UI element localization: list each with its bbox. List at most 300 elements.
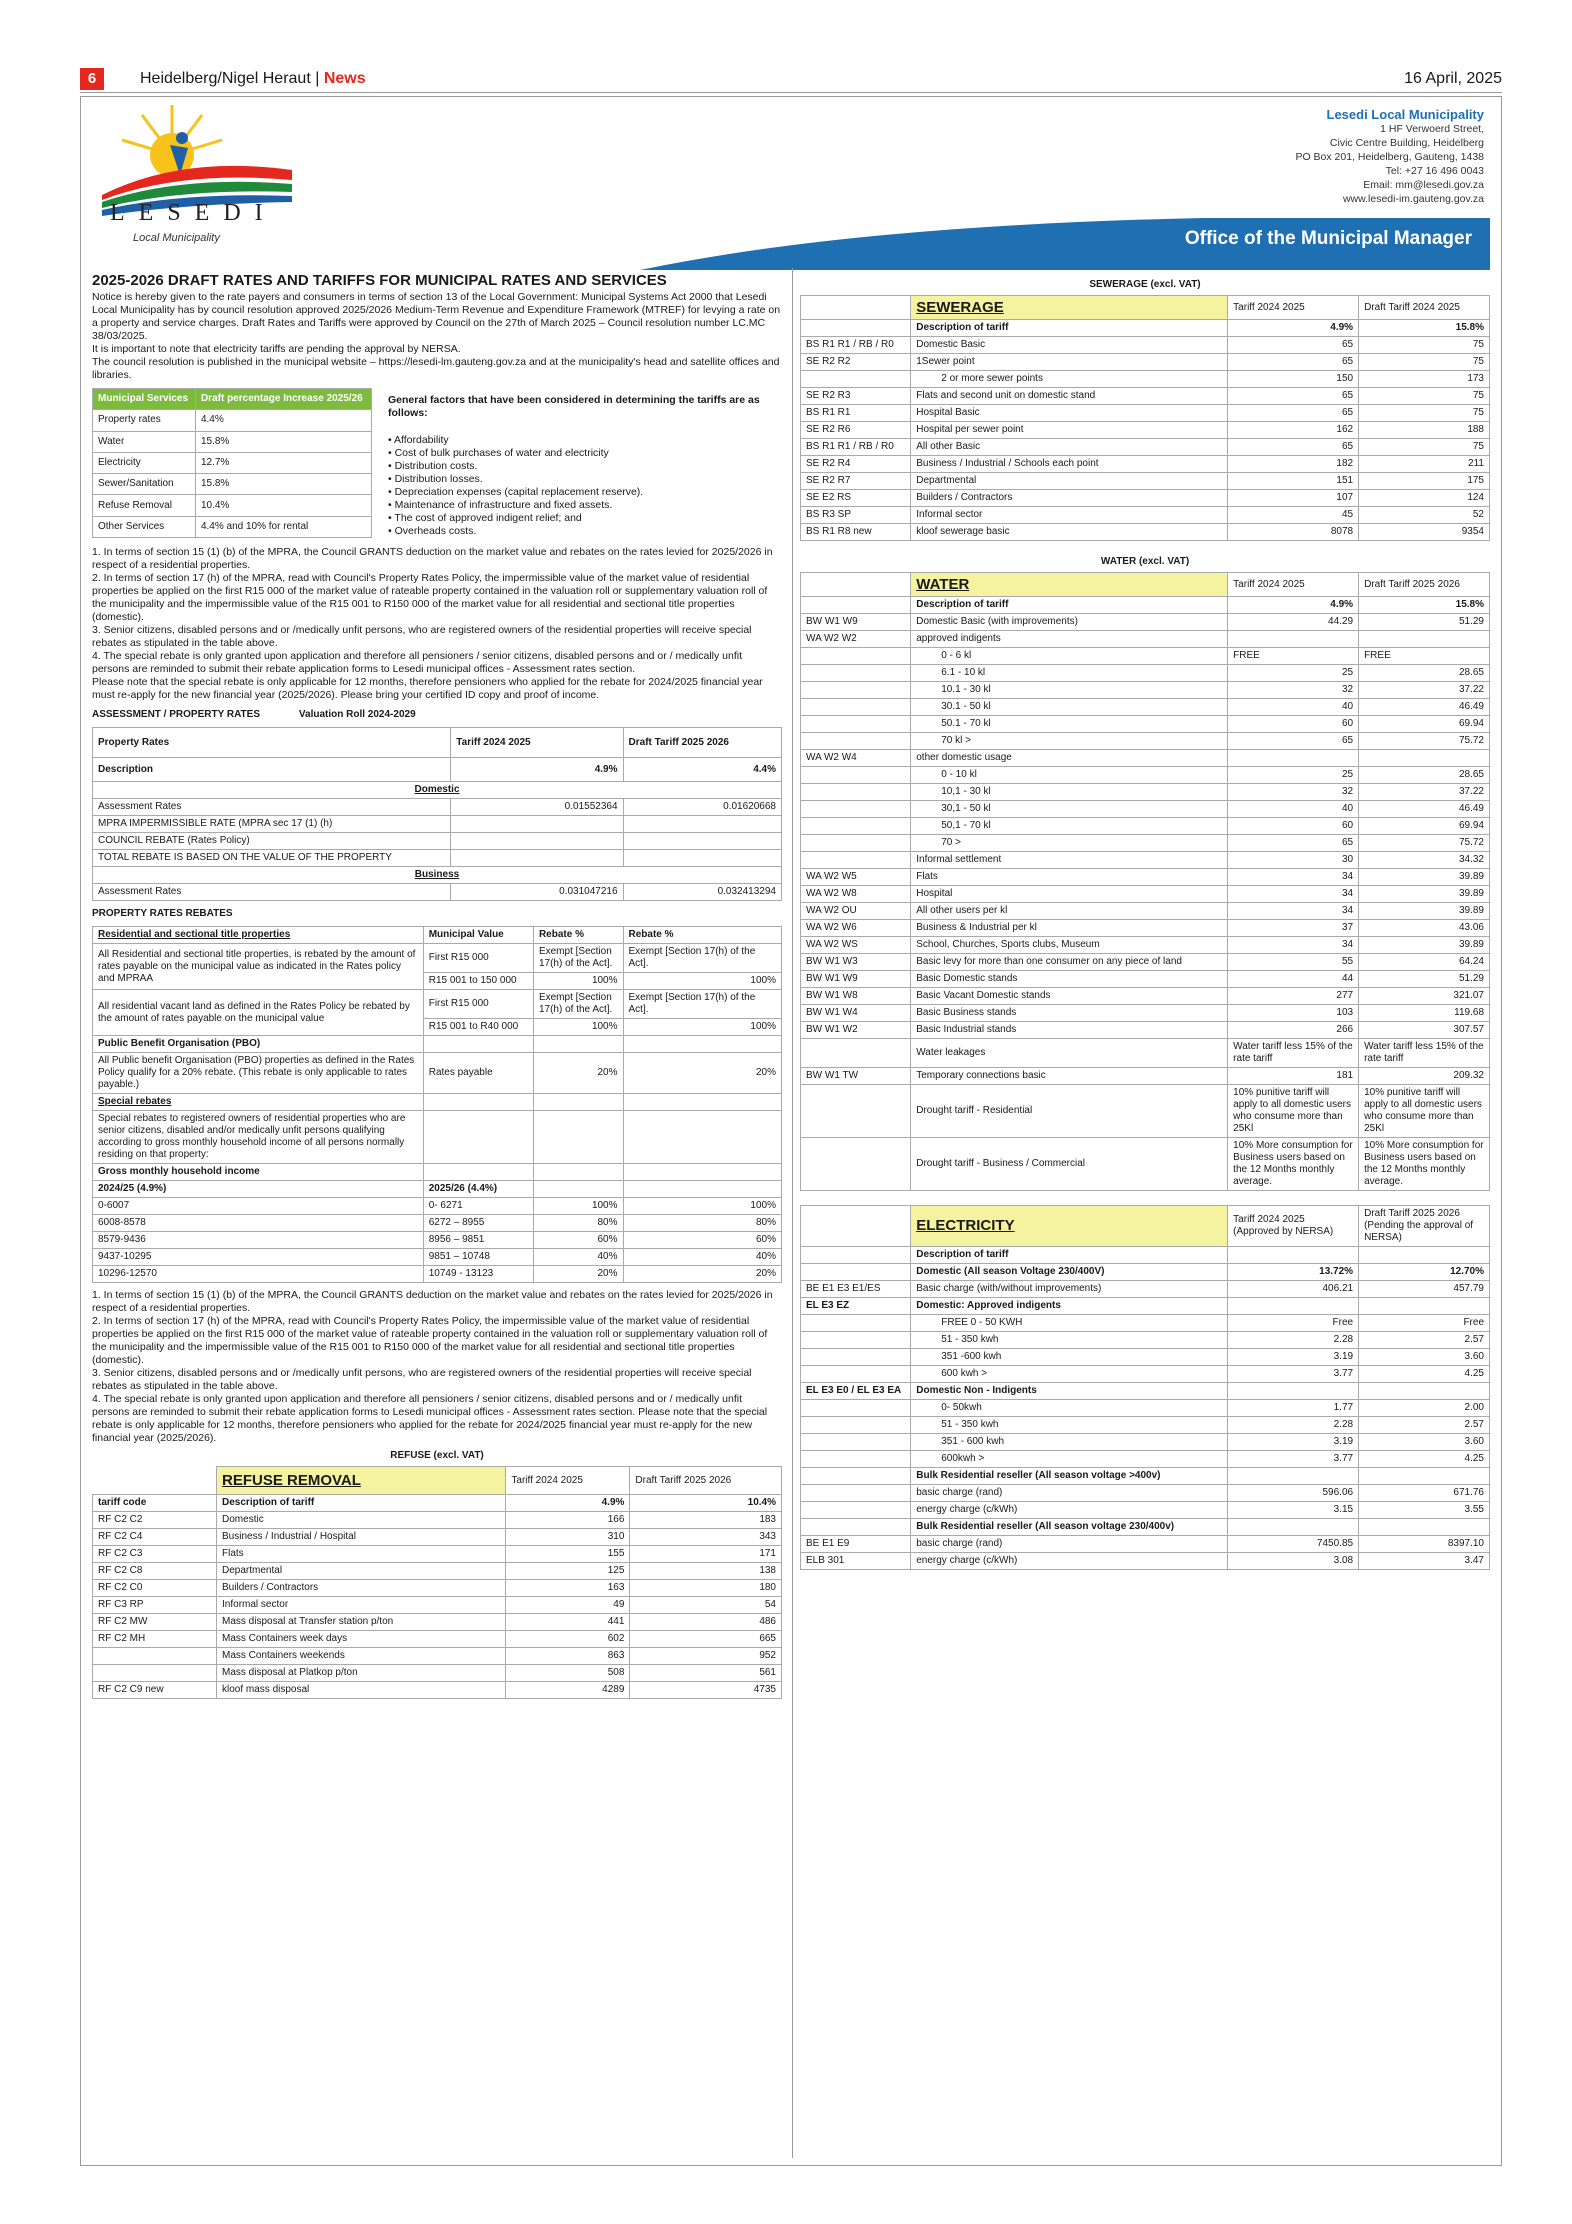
tariff-desc: 0- 50kwh: [911, 1400, 1228, 1417]
table-row: [801, 1281, 1490, 1298]
rebate-cell: Exempt [Section 17(h) of the Act].: [623, 944, 781, 973]
income-band: 9851 – 10748: [423, 1249, 533, 1266]
rebate-cell: 80%: [623, 1215, 781, 1232]
table-row: [93, 1631, 782, 1648]
tariff-current: FREE: [1228, 648, 1359, 665]
tariff-desc: Mass Containers weekends: [217, 1648, 506, 1665]
tariff-current: 277: [1228, 988, 1359, 1005]
tariff-draft: 2.00: [1359, 1400, 1490, 1417]
address-line: Tel: +27 16 496 0043: [1385, 165, 1484, 177]
tariff-current: 10% punitive tariff will apply to all domestic users who consume more than 25Kl: [1228, 1085, 1359, 1138]
tariff-code: [801, 1085, 911, 1138]
address-block: [1295, 108, 1484, 206]
rebate-cell: 20%: [623, 1266, 781, 1283]
tariff-desc: Hospital per sewer point: [911, 422, 1228, 439]
table-row: [801, 439, 1490, 456]
tariff-code: SE R2 R7: [801, 473, 911, 490]
table-row: [801, 456, 1490, 473]
desc-header: Description of tariff: [911, 320, 1228, 337]
rate-value: 0.01552364: [451, 799, 623, 816]
tariff-current: 150: [1228, 371, 1359, 388]
tariff-desc: Builders / Contractors: [911, 490, 1228, 507]
tariff-code: [801, 852, 911, 869]
factor-text: Maintenance of infrastructure and fixed assets.: [394, 499, 613, 511]
income-band: 8956 – 9851: [423, 1232, 533, 1249]
tariff-code: WA W2 W5: [801, 869, 911, 886]
table-row: [93, 1682, 782, 1699]
rate-label: Assessment Rates: [93, 799, 451, 816]
col-header: Tariff 2024 2025: [451, 728, 623, 758]
rebate-cell: 60%: [533, 1232, 623, 1249]
tariff-current: 602: [506, 1631, 630, 1648]
table-row: [801, 1366, 1490, 1383]
address-line: 1 HF Verwoerd Street,: [1380, 123, 1484, 135]
note-item: 1. In terms of section 15 (1) (b) of the MPRA, the Council GRANTS deduction on the market value and rebates on the rates levied for 2025/2026 in respect of a residential properties.: [92, 546, 773, 571]
factor-item: • Depreciation expenses (capital replacement reserve).: [388, 486, 644, 498]
tariff-code: [801, 835, 911, 852]
tariff-draft: 39.89: [1359, 869, 1490, 886]
tariff-code: RF C2 C2: [93, 1512, 217, 1529]
tariff-code: WA W2 OU: [801, 903, 911, 920]
tariff-current: [1228, 1468, 1359, 1485]
tariff-current: 65: [1228, 388, 1359, 405]
address-line: www.lesedi-im.gauteng.gov.za: [1342, 193, 1484, 205]
tariff-draft: 10% punitive tariff will apply to all domestic users who consume more than 25Kl: [1359, 1085, 1490, 1138]
rebate-cell: 20%: [533, 1053, 623, 1094]
factor-text: Distribution losses.: [394, 473, 483, 485]
factor-item: • Distribution costs.: [388, 460, 478, 472]
pct-cell: 4.4%: [623, 758, 781, 782]
tariff-current: [1228, 1383, 1359, 1400]
tariff-desc: Business & Industrial per kl: [911, 920, 1228, 937]
rebate-cell: 40%: [623, 1249, 781, 1266]
table-row: [801, 371, 1490, 388]
tariff-code: [801, 699, 911, 716]
col-header: Draft Tariff 2024 2025: [1359, 296, 1490, 320]
col-header: Municipal Value: [423, 927, 533, 944]
table-row: [801, 665, 1490, 682]
tariff-desc: Hospital: [911, 886, 1228, 903]
table-row: [801, 954, 1490, 971]
table-row: [93, 1580, 782, 1597]
tariff-draft: 175: [1359, 473, 1490, 490]
table-row: [801, 1138, 1490, 1191]
refuse-table: [92, 1466, 782, 1699]
tariff-current: 125: [506, 1563, 630, 1580]
tariff-code: RF C2 C9 new: [93, 1682, 217, 1699]
tariff-current: 65: [1228, 337, 1359, 354]
tariff-current: 162: [1228, 422, 1359, 439]
tariff-draft: 457.79: [1359, 1281, 1490, 1298]
tariff-code: WA W2 W8: [801, 886, 911, 903]
service-name: Electricity: [93, 452, 196, 473]
col-header: Draft Tariff 2025 2026 (Pending the approval of NERSA): [1359, 1206, 1490, 1247]
tariff-code: [801, 801, 911, 818]
col-header: Description of tariff: [217, 1495, 506, 1512]
table-row: [801, 801, 1490, 818]
tariff-desc: 51 - 350 kwh: [911, 1332, 1228, 1349]
tariff-current: 30: [1228, 852, 1359, 869]
tariff-code: [801, 818, 911, 835]
tariff-desc: Departmental: [217, 1563, 506, 1580]
tariff-current: 65: [1228, 835, 1359, 852]
tariff-current: 34: [1228, 886, 1359, 903]
tariff-code: SE E2 RS: [801, 490, 911, 507]
tariff-code: [801, 1400, 911, 1417]
table-row: [801, 818, 1490, 835]
tariff-code: RF C2 MW: [93, 1614, 217, 1631]
tariff-draft: 69.94: [1359, 818, 1490, 835]
service-name: Water: [93, 431, 196, 452]
tariff-desc: Basic Business stands: [911, 1005, 1228, 1022]
water-caption: WATER (excl. VAT): [1100, 556, 1190, 567]
rate-label: MPRA IMPERMISSIBLE RATE (MPRA sec 17 (1) (h): [93, 816, 451, 833]
pct-cell: 4.9%: [451, 758, 623, 782]
business-heading: Business: [93, 867, 782, 884]
tariff-code: ELB 301: [801, 1553, 911, 1570]
tariff-code: [801, 733, 911, 750]
rebate-notes: [92, 546, 782, 702]
tariff-code: BW W1 W4: [801, 1005, 911, 1022]
pbo-heading: Public Benefit Organisation (PBO): [93, 1036, 424, 1053]
rebate-cell: 40%: [533, 1249, 623, 1266]
value-band: First R15 000: [423, 944, 533, 973]
service-name: Sewer/Sanitation: [93, 474, 196, 495]
water-table: [800, 572, 1490, 1191]
tariff-desc: FREE 0 - 50 KWH: [911, 1315, 1228, 1332]
section-label: News: [323, 70, 366, 87]
tariff-desc: Basic charge (with/without improvements): [911, 1281, 1228, 1298]
value-band: R15 001 to 150 000: [423, 973, 533, 990]
tariff-code: [801, 784, 911, 801]
tariff-current: 34: [1228, 937, 1359, 954]
publication-title: Heidelberg/Nigel Heraut: [140, 70, 311, 87]
factor-item: • Affordability: [388, 434, 449, 446]
tariff-draft: 75.72: [1359, 733, 1490, 750]
tariff-desc: All other Basic: [911, 439, 1228, 456]
tariff-code: WA W2 W2: [801, 631, 911, 648]
tariff-draft: 4735: [630, 1682, 782, 1699]
assessment-label-row: [92, 708, 782, 721]
tariff-draft: 138: [630, 1563, 782, 1580]
tariff-current: 13.72%: [1228, 1264, 1359, 1281]
rate-value: 0.031047216: [451, 884, 623, 901]
tariff-code: BW W1 W2: [801, 1022, 911, 1039]
tariff-code: BS R1 R1 / RB / R0: [801, 337, 911, 354]
tariff-current: 7450.85: [1228, 1536, 1359, 1553]
table-row: [801, 716, 1490, 733]
tariff-draft: 3.55: [1359, 1502, 1490, 1519]
table-title: ELECTRICITY: [911, 1206, 1228, 1247]
table-row: [801, 1298, 1490, 1315]
tariff-current: 3.08: [1228, 1553, 1359, 1570]
tariff-draft: [1359, 631, 1490, 648]
table-row: [93, 1597, 782, 1614]
table-row: [801, 524, 1490, 541]
tariff-desc: 30,1 - 50 kl: [911, 801, 1228, 818]
tariff-draft: 343: [630, 1529, 782, 1546]
rebate-cell: 100%: [533, 1019, 623, 1036]
rate-label: COUNCIL REBATE (Rates Policy): [93, 833, 451, 850]
tariff-current: 3.19: [1228, 1349, 1359, 1366]
note-item: 4. The special rebate is only granted upon application and therefore all pensioners / senior citizens, disabled persons and or / medically unfit persons are reminded to submit their rebate application forms to Lesedi municipal offices - Assessment rates section. Please note that the special rebate is only applicable for 12 months, therefore pensioners who applied for the rebate for 2024/2025 financial year must re-apply for the new financial year (2025/2026).: [92, 1393, 768, 1444]
tariff-code: [801, 1264, 911, 1281]
tariff-draft: 4.25: [1359, 1451, 1490, 1468]
tariff-code: [801, 767, 911, 784]
col-header: Draft Tariff 2025 2026: [623, 728, 781, 758]
table-row: [801, 473, 1490, 490]
tariff-draft: [1359, 1383, 1490, 1400]
col-header: Residential and sectional title properties: [93, 927, 424, 944]
tariff-code: [801, 665, 911, 682]
tariff-desc: Water leakages: [911, 1039, 1228, 1068]
tariff-code: [801, 1485, 911, 1502]
tariff-draft: 52: [1359, 507, 1490, 524]
tariff-current: 151: [1228, 473, 1359, 490]
tariff-draft: 39.89: [1359, 937, 1490, 954]
tariff-draft: 3.60: [1359, 1434, 1490, 1451]
tariff-draft: 37.22: [1359, 682, 1490, 699]
tariff-code: [801, 1138, 911, 1191]
table-row: [801, 1417, 1490, 1434]
table-row: [801, 1400, 1490, 1417]
tariff-draft: 75.72: [1359, 835, 1490, 852]
note-item: 2. In terms of section 17 (h) of the MPRA, read with Council's Property Rates Policy, the impermissible value of the market value of residential properties be applied on the first R15 000 of the market value of rateable property contained in the valuation roll or supplementary valuation roll of the municipality and the impermissible value of the R15 001 to R150 000 of the market value for all residential and sectional title properties (domestic).: [92, 1315, 768, 1366]
rate-value: 0.01620668: [623, 799, 781, 816]
tariff-draft: 69.94: [1359, 716, 1490, 733]
tariff-code: [93, 1648, 217, 1665]
tariff-desc: Flats: [217, 1546, 506, 1563]
tariff-draft: 211: [1359, 456, 1490, 473]
table-row: [801, 631, 1490, 648]
intro-paragraph: The council resolution is published in the municipal website – https://lesedi-lm.gauteng.gov.za and at the municipality's head and satellite offices and libraries.: [92, 356, 780, 381]
tariff-current: 10% More consumption for Business users based on the 12 Months monthly average.: [1228, 1138, 1359, 1191]
tariff-draft: [1359, 1298, 1490, 1315]
service-pct: 10.4%: [195, 495, 371, 516]
table-row: [801, 388, 1490, 405]
address-line: Civic Centre Building, Heidelberg: [1329, 137, 1484, 149]
gross-heading: Gross monthly household income: [93, 1164, 424, 1181]
tariff-desc: Mass Containers week days: [217, 1631, 506, 1648]
tariff-code: EL E3 E0 / EL E3 EA: [801, 1383, 911, 1400]
issue-date: 16 April, 2025: [1404, 70, 1502, 87]
tariff-current: 49: [506, 1597, 630, 1614]
table-row: [801, 337, 1490, 354]
factor-text: The cost of approved indigent relief; and: [394, 512, 582, 524]
pct-cell: 15.8%: [1359, 320, 1490, 337]
tariff-current: 55: [1228, 954, 1359, 971]
intro-paragraph: Notice is hereby given to the rate payers and consumers in terms of section 13 of the Local Government: Municipal Systems Act 2000 that Lesedi Local Municipality has by council resolution approved 2025/2026 Medium-Term Revenue and Expenditure Framework (MTREF) for levying a rate on a property and service charges. Draft Rates and Tariffs were approved by Council on the 27th of March 2025 – Council resolution number LC.MC 38/03/2025.: [92, 291, 781, 342]
rebate-desc: Special rebates to registered owners of residential properties who are senior citizens, disabled and/or medically unfit persons qualifying according to gross monthly household income of all persons normally residing on that property:: [93, 1111, 424, 1164]
table-row: [801, 1434, 1490, 1451]
note-item: 1. In terms of section 15 (1) (b) of the MPRA, the Council GRANTS deduction on the market value and rebates on the rates levied for 2025/2026 in respect of a residential properties.: [92, 1289, 773, 1314]
tariff-current: 2.28: [1228, 1417, 1359, 1434]
valuation-roll: Valuation Roll 2024-2029: [298, 709, 416, 720]
tariff-code: SE R2 R4: [801, 456, 911, 473]
col-header: Rebate %: [623, 927, 781, 944]
tariff-desc: Bulk Residential reseller (All season voltage >400v): [911, 1468, 1228, 1485]
electricity-table: [800, 1205, 1490, 1570]
table-row: [801, 971, 1490, 988]
factor-item: • Maintenance of infrastructure and fixed assets.: [388, 499, 613, 511]
tariff-current: 2.28: [1228, 1332, 1359, 1349]
tariff-current: 107: [1228, 490, 1359, 507]
tariff-current: 182: [1228, 456, 1359, 473]
tariff-current: 3.77: [1228, 1451, 1359, 1468]
lesedi-logo: [92, 100, 302, 250]
table-row: [801, 852, 1490, 869]
table-title: REFUSE REMOVAL: [217, 1467, 506, 1495]
value-band: Rates payable: [423, 1053, 533, 1094]
tariff-desc: 70 >: [911, 835, 1228, 852]
rebate-cell: 100%: [623, 1019, 781, 1036]
tariff-desc: 600kwh >: [911, 1451, 1228, 1468]
table-row: [801, 767, 1490, 784]
table-row: [93, 1563, 782, 1580]
left-column: [92, 274, 782, 1699]
tariff-code: RF C2 C3: [93, 1546, 217, 1563]
tariff-current: Free: [1228, 1315, 1359, 1332]
tariff-desc: Domestic: Approved indigents: [911, 1298, 1228, 1315]
tariff-desc: 10,1 - 30 kl: [911, 784, 1228, 801]
table-row: [93, 1529, 782, 1546]
org-name: Lesedi Local Municipality: [1326, 107, 1484, 122]
sewerage-caption: SEWERAGE (excl. VAT): [1089, 279, 1201, 290]
factor-text: Affordability: [394, 434, 449, 446]
rebates-table: [92, 926, 782, 1283]
tariff-current: 60: [1228, 716, 1359, 733]
year-heading: 2024/25 (4.9%): [93, 1181, 424, 1198]
tariff-desc: approved indigents: [911, 631, 1228, 648]
tariff-draft: 2.57: [1359, 1332, 1490, 1349]
tariff-desc: Departmental: [911, 473, 1228, 490]
tariff-current: 3.19: [1228, 1434, 1359, 1451]
rebate-cell: Exempt [Section 17(h) of the Act].: [533, 990, 623, 1019]
publication-name: [140, 68, 366, 90]
factor-item: • Distribution losses.: [388, 473, 483, 485]
col-header: Municipal Services: [93, 389, 196, 410]
tariff-draft: 671.76: [1359, 1485, 1490, 1502]
col-header: tariff code: [93, 1495, 217, 1512]
table-row: [801, 1519, 1490, 1536]
tariff-desc: basic charge (rand): [911, 1536, 1228, 1553]
service-name: Other Services: [93, 516, 196, 537]
table-row: [801, 988, 1490, 1005]
factors-title: General factors that have been considered in determining the tariffs are as follows:: [388, 394, 760, 419]
desc-header: Description of tariff: [911, 597, 1228, 614]
logo-wordmark: LESEDI: [110, 200, 277, 226]
table-row: [801, 1022, 1490, 1039]
tariff-current: [1228, 1519, 1359, 1536]
notice-title: 2025-2026 DRAFT RATES AND TARIFFS FOR MUNICIPAL RATES AND SERVICES: [92, 272, 667, 289]
tariff-code: BS R1 R1: [801, 405, 911, 422]
col-header: Draft percentage Increase 2025/26: [195, 389, 371, 410]
tariff-desc: 0 - 6 kl: [911, 648, 1228, 665]
tariff-code: BW W1 W8: [801, 988, 911, 1005]
tariff-desc: Business / Industrial / Hospital: [217, 1529, 506, 1546]
rebate-desc: All Public benefit Organisation (PBO) properties as defined in the Rates Policy qualify for a 20% rebate. (This rebate is only applicable to rates payable.): [93, 1053, 424, 1094]
pct-cell: 4.9%: [1228, 597, 1359, 614]
tariff-desc: Business / Industrial / Schools each point: [911, 456, 1228, 473]
tariff-current: 32: [1228, 784, 1359, 801]
tariff-draft: 665: [630, 1631, 782, 1648]
tariff-draft: Water tariff less 15% of the rate tariff: [1359, 1039, 1490, 1068]
factor-text: Depreciation expenses (capital replacement reserve).: [394, 486, 644, 498]
income-band: 6272 – 8955: [423, 1215, 533, 1232]
income-band: 0- 6271: [423, 1198, 533, 1215]
col-header: Property Rates: [93, 728, 451, 758]
table-row: [801, 869, 1490, 886]
tariff-current: 25: [1228, 767, 1359, 784]
tariff-draft: 124: [1359, 490, 1490, 507]
rate-value: 0.032413294: [623, 884, 781, 901]
tariff-desc: Builders / Contractors: [217, 1580, 506, 1597]
tariff-draft: Free: [1359, 1315, 1490, 1332]
tariff-desc: Basic levy for more than one consumer on any piece of land: [911, 954, 1228, 971]
service-name: Refuse Removal: [93, 495, 196, 516]
tariff-current: 181: [1228, 1068, 1359, 1085]
tariff-desc: Domestic: [217, 1512, 506, 1529]
tariff-current: 3.15: [1228, 1502, 1359, 1519]
tariff-draft: 180: [630, 1580, 782, 1597]
tariff-code: BS R1 R1 / RB / R0: [801, 439, 911, 456]
tariff-draft: 209.32: [1359, 1068, 1490, 1085]
tariff-desc: kloof mass disposal: [217, 1682, 506, 1699]
tariff-current: 3.77: [1228, 1366, 1359, 1383]
tariff-draft: 37.22: [1359, 784, 1490, 801]
tariff-draft: 28.65: [1359, 665, 1490, 682]
tariff-code: [801, 648, 911, 665]
table-row: [801, 1068, 1490, 1085]
address-line: PO Box 201, Heidelberg, Gauteng, 1438: [1295, 151, 1484, 163]
tariff-draft: 9354: [1359, 524, 1490, 541]
table-row: [93, 1648, 782, 1665]
factors-block: [388, 388, 768, 538]
rebate-cell: 100%: [623, 1198, 781, 1215]
value-band: First R15 000: [423, 990, 533, 1019]
tariff-current: Water tariff less 15% of the rate tariff: [1228, 1039, 1359, 1068]
tariff-desc: Mass disposal at Platkop p/ton: [217, 1665, 506, 1682]
assessment-label: ASSESSMENT / PROPERTY RATES: [92, 709, 260, 720]
col-header: Tariff 2024 2025: [506, 1467, 630, 1495]
tariff-draft: [1359, 1468, 1490, 1485]
tariff-desc: 10.1 - 30 kl: [911, 682, 1228, 699]
refuse-caption: REFUSE (excl. VAT): [390, 1450, 484, 1461]
tariff-desc: Domestic Non - Indigents: [911, 1383, 1228, 1400]
tariff-code: RF C2 C0: [93, 1580, 217, 1597]
table-row: [801, 490, 1490, 507]
tariff-draft: 12.70%: [1359, 1264, 1490, 1281]
tariff-desc: 6.1 - 10 kl: [911, 665, 1228, 682]
table-row: [801, 1315, 1490, 1332]
tariff-code: [801, 1315, 911, 1332]
tariff-draft: 307.57: [1359, 1022, 1490, 1039]
tariff-current: 310: [506, 1529, 630, 1546]
note-item: 3. Senior citizens, disabled persons and or /medically unfit persons, who are registered owners of the residential properties will receive special rebates as stipulated in the table above.: [92, 624, 752, 649]
tariff-desc: Flats and second unit on domestic stand: [911, 388, 1228, 405]
table-row: [801, 750, 1490, 767]
table-row: [801, 1536, 1490, 1553]
table-title: SEWERAGE: [911, 296, 1228, 320]
table-row: [801, 1085, 1490, 1138]
tariff-desc: Bulk Residential reseller (All season voltage 230/400v): [911, 1519, 1228, 1536]
income-band: 0-6007: [93, 1198, 424, 1215]
tariff-code: [801, 1519, 911, 1536]
tariff-draft: 51.29: [1359, 971, 1490, 988]
tariff-desc: Informal sector: [217, 1597, 506, 1614]
separator: |: [310, 70, 324, 87]
table-row: [801, 648, 1490, 665]
